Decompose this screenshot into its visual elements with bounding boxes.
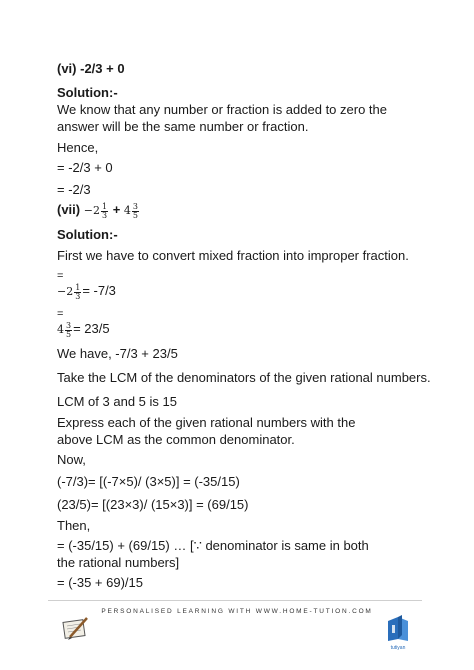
conversion-2-mixed: 4 $\frac{3}{5}$ — [57, 320, 72, 339]
conversion-1 — [57, 282, 116, 301]
pencil-paper-icon — [62, 615, 90, 641]
equation-1: = -2/3 + 0 — [57, 160, 113, 175]
take-lcm-line: Take the LCM of the denominators of the given rational numbers. — [57, 370, 431, 385]
question-vii — [57, 201, 140, 220]
plus-sign: + — [112, 202, 121, 217]
now-label: Now, — [57, 452, 86, 467]
then-equation: = (-35/15) + (69/15) … [∵ denominator is same in both the rational numbers] — [57, 538, 369, 570]
footer-divider — [48, 600, 422, 601]
express-paragraph: Express each of the given rational numbers with the above LCM as the common denominator. — [57, 415, 356, 447]
mixed-fraction-a: −2 $\frac{1}{3}$ — [83, 201, 108, 220]
we-have-line: We have, -7/3 + 23/5 — [57, 346, 178, 361]
lcm-line: LCM of 3 and 5 is 15 — [57, 394, 177, 409]
equation-2: = -2/3 — [57, 182, 91, 197]
mixed-fraction-b: 4 $\frac{3}{5}$ — [123, 201, 138, 220]
question-vi: (vi) -2/3 + 0 — [57, 61, 125, 76]
solution-heading-1: Solution:- — [57, 85, 118, 100]
paragraph-2: First we have to convert mixed fraction into improper fraction. — [57, 248, 409, 263]
conversion-2-result: = 23/5 — [73, 321, 110, 336]
logo-caption: tutiyan — [390, 645, 406, 651]
question-vii-prefix: (vii) — [57, 202, 81, 217]
conversion-1-mixed: −2 $\frac{1}{3}$ — [57, 282, 81, 301]
conversion-2 — [57, 320, 110, 339]
now-equation-1: (-7/3)= [(-7×5)/ (3×5)] = (-35/15) — [57, 474, 240, 489]
now-equation-2: (23/5)= [(23×3)/ (15×3)] = (69/15) — [57, 497, 249, 512]
solution-heading-2: Solution:- — [57, 227, 118, 242]
equals-sign-1: = — [57, 270, 64, 282]
final-equation: = (-35 + 69)/15 — [57, 575, 143, 590]
then-label: Then, — [57, 518, 91, 533]
hence-label: Hence, — [57, 140, 99, 155]
equals-sign-2: = — [57, 308, 64, 320]
paragraph-1: We know that any number or fraction is added to zero the answer will be the same number or fraction. — [57, 102, 387, 134]
book-logo-icon — [384, 613, 412, 645]
footer-text: PERSONALISED LEARNING WITH WWW.HOME-TUTION.COM — [101, 608, 373, 615]
conversion-1-result: = -7/3 — [82, 283, 116, 298]
